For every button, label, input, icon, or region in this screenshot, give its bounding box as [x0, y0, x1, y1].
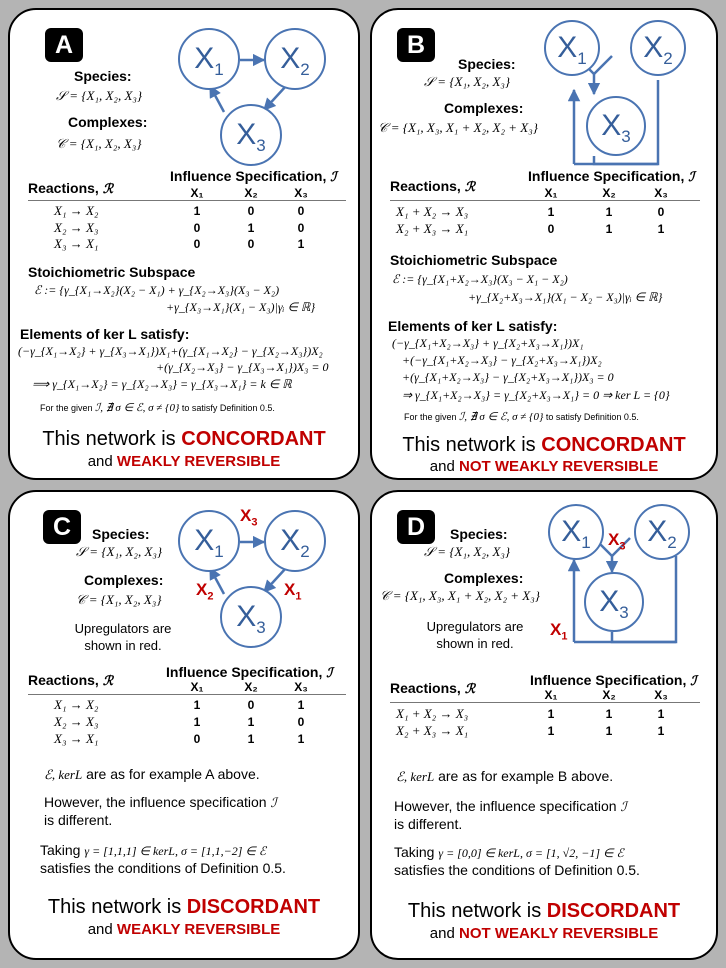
- cell: 1: [193, 204, 201, 218]
- col-x1: X₁: [190, 680, 204, 694]
- complexes-set: 𝒞 = {X₁, X₃, X₁ + X₂, X₂ + X₃}: [380, 588, 540, 603]
- cell: 1: [657, 724, 665, 738]
- species-set: 𝒮 = {X₁, X₂, X₃}: [424, 74, 511, 89]
- node-x3: $X_3$: [584, 572, 644, 632]
- node-x3: $X_3$: [220, 586, 282, 648]
- panel-c: [8, 490, 360, 960]
- complexes-label: Complexes:: [444, 100, 524, 116]
- kernel-line-4: ⇒ γ_{X₁+X₂→X₃} = γ_{X₂+X₃→X₁} = 0 ⇒ ker L = {0}: [402, 388, 670, 402]
- cell: 0: [247, 698, 255, 712]
- upregulator-x1-label: $X_1$: [284, 580, 302, 603]
- cell: 1: [247, 715, 255, 729]
- upregulators-note: Upregulators are shown in red.: [426, 619, 524, 651]
- col-x3: X₃: [294, 186, 308, 200]
- definition-note: For the given ℐ, ∄ σ ∈ ℰ, σ ≠ {0} to satisfy Definition 0.5.: [404, 411, 639, 423]
- col-x3: X₃: [294, 680, 308, 694]
- reaction-3: X₃ → X₁: [54, 731, 99, 746]
- stoich-line-1: ℰ := {γ_{X₁→X₂}(X₂ − X₁) + γ_{X₂→X₃}(X₃ − X₂): [34, 283, 280, 297]
- reactions-header: Reactions, ℛ: [390, 680, 476, 696]
- cell: 0: [247, 204, 255, 218]
- reaction-3: X₃ → X₁: [54, 236, 99, 251]
- complexes-set: 𝒞 = {X₁, X₂, X₃}: [56, 136, 142, 151]
- stoich-heading: Stoichiometric Subspace: [28, 264, 196, 280]
- panel-d: [370, 490, 718, 960]
- cell: 1: [657, 707, 665, 721]
- reaction-1: X₁ → X₂: [54, 697, 99, 712]
- cell: 1: [605, 222, 613, 236]
- verdict-line-1: This network is CONCORDANT: [402, 434, 686, 456]
- complexes-label: Complexes:: [84, 572, 164, 588]
- species-label: Species:: [74, 68, 132, 84]
- influence-header: Influence Specification, ℐ: [170, 168, 337, 184]
- upregulator-x3-label: $X_3$: [240, 506, 258, 529]
- verdict-line-2: and WEAKLY REVERSIBLE: [87, 921, 281, 938]
- kernel-line-2: +(γ_{X₂→X₃} − γ_{X₃→X₁})X₃ = 0: [156, 360, 329, 374]
- stoich-line-2: +γ_{X₂+X₃→X₁}(X₁ − X₂ − X₃)|γᵢ ∈ ℝ}: [468, 290, 663, 304]
- panel-tag: B: [397, 28, 435, 62]
- col-x3: X₃: [654, 688, 668, 702]
- reaction-1: X₁ + X₂ → X₃: [396, 204, 469, 219]
- cell: 0: [193, 221, 201, 235]
- cell: 1: [247, 221, 255, 235]
- node-x1: $X_1$: [178, 510, 240, 572]
- table-rule: [28, 200, 346, 201]
- reaction-2: X₂ + X₃ → X₁: [396, 221, 469, 236]
- col-x2: X₂: [602, 186, 616, 200]
- col-x2: X₂: [244, 186, 258, 200]
- col-x1: X₁: [544, 186, 558, 200]
- cell: 1: [657, 222, 665, 236]
- different-note: is different.: [44, 812, 113, 828]
- species-label: Species:: [450, 526, 508, 542]
- upregulator-x2-label: $X_2$: [196, 580, 214, 603]
- complexes-set: 𝒞 = {X₁, X₃, X₁ + X₂, X₂ + X₃}: [378, 120, 538, 135]
- panel-b: [370, 8, 718, 480]
- cell: 0: [657, 205, 665, 219]
- cell: 1: [193, 698, 201, 712]
- cell: 1: [297, 237, 305, 251]
- node-x1: $X_1$: [544, 20, 600, 76]
- complexes-label: Complexes:: [444, 570, 524, 586]
- however-note: However, the influence specification ℐ: [394, 798, 627, 814]
- taking-note: Taking γ = [1,1,1] ∈ kerL, σ = [1,1,−2] ∈ ℰ: [40, 842, 267, 858]
- verdict-line-1: This network is CONCORDANT: [42, 428, 326, 450]
- influence-header: Influence Specification, ℐ: [528, 168, 695, 184]
- cell: 0: [297, 204, 305, 218]
- verdict-line-1: This network is DISCORDANT: [47, 896, 321, 918]
- satisfies-note: satisfies the conditions of Definition 0.5.: [394, 862, 640, 878]
- col-x1: X₁: [190, 186, 204, 200]
- upregulator-x1-label: $X_1$: [550, 620, 568, 643]
- col-x3: X₃: [654, 186, 668, 200]
- panel-a: [8, 8, 360, 480]
- influence-header: Influence Specification, ℐ: [530, 672, 697, 688]
- verdict-line-2: and WEAKLY REVERSIBLE: [87, 453, 281, 470]
- panel-tag: D: [397, 510, 435, 544]
- kernel-line-1: (−γ_{X₁+X₂→X₃} + γ_{X₂+X₃→X₁})X₁: [392, 336, 584, 350]
- species-label: Species:: [458, 56, 516, 72]
- species-set: 𝒮 = {X₁, X₂, X₃}: [56, 88, 143, 103]
- stoich-heading: Stoichiometric Subspace: [390, 252, 558, 268]
- verdict-line-1: This network is DISCORDANT: [407, 900, 681, 922]
- reaction-2: X₂ → X₃: [54, 220, 99, 235]
- kernel-line-3: +(γ_{X₁+X₂→X₃} − γ_{X₂+X₃→X₁})X₃ = 0: [402, 370, 614, 384]
- reaction-2: X₂ + X₃ → X₁: [396, 723, 469, 738]
- cell: 1: [247, 732, 255, 746]
- same-as-note: ℰ, kerL are as for example B above.: [396, 768, 614, 784]
- species-set: 𝒮 = {X₁, X₂, X₃}: [76, 544, 163, 559]
- cell: 1: [605, 707, 613, 721]
- stoich-line-2: +γ_{X₃→X₁}(X₁ − X₃)|γᵢ ∈ ℝ}: [166, 300, 316, 314]
- kernel-heading: Elements of ker L satisfy:: [388, 318, 558, 334]
- reaction-2: X₂ → X₃: [54, 714, 99, 729]
- reactions-header: Reactions, ℛ: [28, 180, 114, 196]
- complexes-set: 𝒞 = {X₁, X₂, X₃}: [76, 592, 162, 607]
- col-x1: X₁: [544, 688, 558, 702]
- upregulators-note: Upregulators are shown in red.: [74, 621, 172, 653]
- col-x2: X₂: [244, 680, 258, 694]
- node-x3: $X_3$: [586, 96, 646, 156]
- node-x1: $X_1$: [548, 504, 604, 560]
- col-x2: X₂: [602, 688, 616, 702]
- kernel-line-1: (−γ_{X₁→X₂} + γ_{X₃→X₁})X₁+(γ_{X₁→X₂} − γ_{X₂→X₃})X₂: [18, 344, 323, 358]
- cell: 0: [547, 222, 555, 236]
- panel-tag: A: [45, 28, 83, 62]
- cell: 1: [547, 707, 555, 721]
- cell: 0: [297, 715, 305, 729]
- cell: 0: [193, 237, 201, 251]
- table-rule: [28, 694, 346, 695]
- taking-note: Taking γ = [0,0] ∈ kerL, σ = [1, √2, −1] ∈ ℰ: [394, 844, 624, 860]
- complexes-label: Complexes:: [68, 114, 148, 130]
- species-label: Species:: [92, 526, 150, 542]
- node-x1: $X_1$: [178, 28, 240, 90]
- table-rule: [390, 200, 700, 201]
- table-rule: [390, 702, 700, 703]
- cell: 1: [605, 724, 613, 738]
- reaction-1: X₁ + X₂ → X₃: [396, 706, 469, 721]
- cell: 1: [547, 205, 555, 219]
- kernel-heading: Elements of ker L satisfy:: [20, 326, 190, 342]
- panel-tag: C: [43, 510, 81, 544]
- verdict-line-2: and NOT WEAKLY REVERSIBLE: [429, 458, 659, 475]
- reactions-header: Reactions, ℛ: [28, 672, 114, 688]
- definition-note: For the given ℐ, ∄ σ ∈ ℰ, σ ≠ {0} to satisfy Definition 0.5.: [40, 402, 275, 414]
- reaction-1: X₁ → X₂: [54, 203, 99, 218]
- stoich-line-1: ℰ := {γ_{X₁+X₂→X₃}(X₃ − X₁ − X₂): [392, 272, 568, 286]
- verdict-line-2: and NOT WEAKLY REVERSIBLE: [429, 925, 659, 942]
- cell: 1: [193, 715, 201, 729]
- kernel-line-3: ⟹ γ_{X₁→X₂} = γ_{X₂→X₃} = γ_{X₃→X₁} = k ∈ ℝ: [32, 377, 292, 391]
- cell: 0: [193, 732, 201, 746]
- node-x2: $X_2$: [634, 504, 690, 560]
- cell: 1: [297, 732, 305, 746]
- cell: 1: [547, 724, 555, 738]
- node-x2: $X_2$: [264, 510, 326, 572]
- different-note: is different.: [394, 816, 463, 832]
- kernel-line-2: +(−γ_{X₁+X₂→X₃} − γ_{X₂+X₃→X₁})X₂: [402, 353, 602, 367]
- cell: 0: [297, 221, 305, 235]
- influence-header: Influence Specification, ℐ: [166, 664, 333, 680]
- upregulator-x3-label: $X_3$: [608, 530, 626, 553]
- cell: 1: [605, 205, 613, 219]
- cell: 0: [247, 237, 255, 251]
- same-as-note: ℰ, kerL are as for example A above.: [44, 766, 260, 782]
- cell: 1: [297, 698, 305, 712]
- however-note: However, the influence specification ℐ: [44, 794, 277, 810]
- reactions-header: Reactions, ℛ: [390, 178, 476, 194]
- node-x2: $X_2$: [630, 20, 686, 76]
- species-set: 𝒮 = {X₁, X₂, X₃}: [424, 544, 511, 559]
- node-x2: $X_2$: [264, 28, 326, 90]
- satisfies-note: satisfies the conditions of Definition 0.5.: [40, 860, 286, 876]
- node-x3: $X_3$: [220, 104, 282, 166]
